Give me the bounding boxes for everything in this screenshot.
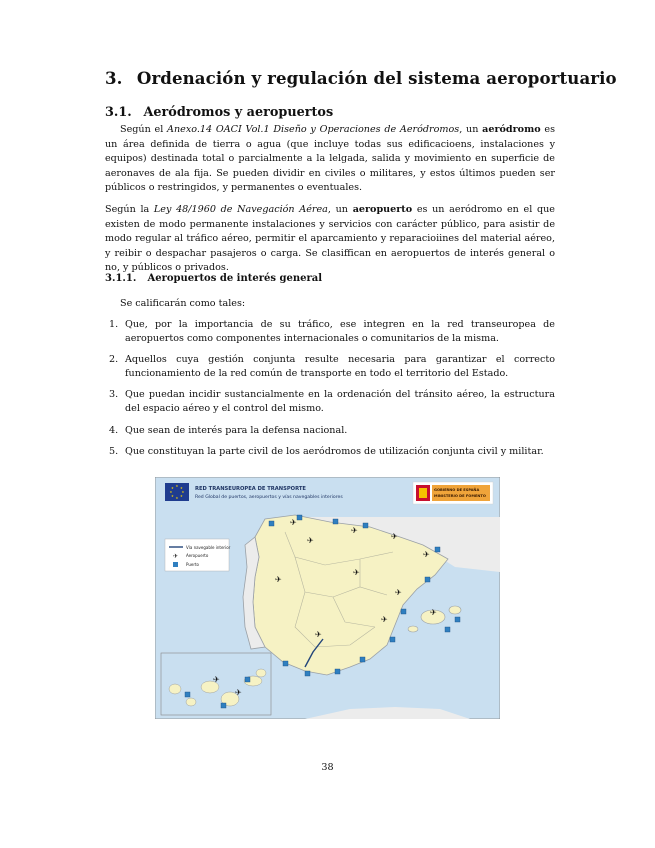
map-header-subtitle: Red Global de puertos, aeropuertos y vías navegables interiores — [195, 495, 343, 500]
airport-icon: ✈ — [235, 688, 242, 697]
subsection-title-text: Aeródromos y aeropuertos — [143, 105, 334, 120]
paragraph-aeropuerto — [105, 203, 555, 276]
port-icon — [425, 577, 430, 582]
svg-text:★: ★ — [175, 484, 179, 488]
p2-text-3: es un aeródromo en el que existen de modo permanente instalaciones y servicios con carácter público, para asistir de modo regular al tráfico aéreo, permitir el aparcamiento y reparacioiines del material aéreo, y reibir o despachar pasajeros o carga. Se clasiffican en aeropuertos de interés general o no, y públicos o privados. — [105, 204, 555, 274]
port-icon — [335, 669, 340, 674]
airport-icon: ✈ — [353, 568, 360, 577]
port-icon — [401, 609, 406, 614]
airport-icon: ✈ — [351, 526, 358, 535]
legend-waterway-label: Vía navegable interior — [186, 545, 231, 550]
subsubsection-title-text: Aeropuertos de interés general — [147, 273, 323, 284]
subsection-heading — [105, 105, 333, 120]
legend-port-label: Puerto — [186, 562, 199, 567]
svg-text:★: ★ — [171, 494, 174, 498]
airport-icon: ✈ — [290, 518, 297, 527]
port-icon — [333, 519, 338, 524]
port-icon — [363, 523, 368, 528]
legend-airport-icon: ✈ — [173, 553, 179, 560]
port-icon — [455, 617, 460, 622]
airport-icon: ✈ — [391, 532, 398, 541]
paragraph-aerodromo — [105, 123, 555, 196]
section-heading — [105, 68, 617, 88]
list-item-text: Que, por la importancia de su tráfico, ese integren en la red transeuropea de aeropuertos como componentes internacionales o comunitarios de la misma. — [125, 319, 555, 344]
list-intro: Se calificarán como tales: — [120, 298, 246, 309]
airport-icon: ✈ — [307, 536, 314, 545]
airport-icon: ✈ — [395, 588, 402, 597]
svg-text:★: ★ — [171, 486, 174, 490]
list-item — [105, 424, 555, 438]
port-icon — [185, 692, 190, 697]
svg-text:★: ★ — [180, 494, 183, 498]
list-item-text: Que sean de interés para la defensa nacional. — [125, 424, 348, 436]
port-icon — [435, 547, 440, 552]
svg-text:★: ★ — [169, 490, 173, 494]
airport-icon: ✈ — [213, 675, 220, 684]
airport-icon: ✈ — [315, 630, 322, 639]
list-item-number: 3. — [109, 389, 119, 401]
p2-reference-ley: Ley 48/1960 de Navegación Aérea — [153, 204, 328, 215]
subsection-number: 3.1. — [105, 105, 132, 120]
page-number: 38 — [321, 762, 334, 773]
tent-map-svg — [155, 477, 500, 719]
legend-airport-label: Aeropuerto — [186, 553, 209, 558]
p1-term-aerodromo: aeródromo — [482, 124, 541, 135]
subsubsection-number: 3.1.1. — [105, 273, 137, 284]
p2-term-aeropuerto: aeropuerto — [352, 204, 413, 215]
section-number: 3. — [105, 68, 123, 88]
spain-coat-of-arms-detail-icon — [419, 488, 427, 498]
gov-label-gobierno: GOBIERNO DE ESPAÑA — [434, 488, 480, 492]
tent-map-figure — [155, 477, 500, 719]
port-icon — [297, 515, 302, 520]
gov-label-ministerio: MINISTERIO DE FOMENTO — [434, 494, 486, 498]
port-icon — [305, 671, 310, 676]
list-item — [105, 318, 555, 345]
svg-text:★: ★ — [175, 496, 179, 500]
subsubsection-heading — [105, 273, 322, 284]
map-header-title: RED TRANSEUROPEA DE TRANSPORTE — [195, 486, 306, 492]
airport-icon: ✈ — [381, 615, 388, 624]
p1-text-2: , un — [459, 124, 483, 135]
list-item — [105, 353, 555, 380]
p1-text-3: es un área definida de tierra o agua (que incluye todas sus edificacioens, instalaciones y equipos) destinada total o parcialmente a la lelgada, salida y movimiento en superficie de aeronaves de ala fija. Se pueden dividir en civiles o militares, y estos últimos pueden ser públicos o restringidos, y permanentes o eventuales. — [105, 124, 556, 194]
airport-icon: ✈ — [423, 550, 430, 559]
list-item-number: 2. — [109, 354, 119, 366]
port-icon — [445, 627, 450, 632]
p2-text-2: , un — [327, 204, 353, 215]
legend-port-icon — [173, 562, 178, 567]
svg-text:★: ★ — [181, 490, 185, 494]
port-icon — [245, 677, 250, 682]
list-item-text: Que puedan incidir sustancialmente en la ordenación del tránsito aéreo, la estructura del espacio aéreo y el control del mismo. — [125, 389, 555, 414]
list-item — [105, 388, 555, 415]
section-title-text: Ordenación y regulación del sistema aeroportuario — [136, 68, 617, 88]
list-item-number: 4. — [109, 424, 119, 436]
port-icon — [269, 521, 274, 526]
p1-reference-anexo14: Anexo.14 OACI Vol.1 Diseño y Operaciones de Aeródromos — [167, 124, 460, 135]
p2-text-1: Según la — [105, 204, 154, 215]
p1-text-1: Según el — [120, 124, 168, 135]
list-item-text: Que constituyan la parte civil de los aeródromos de utilización conjunta civil y militar. — [125, 446, 544, 458]
list-item — [105, 445, 555, 459]
port-icon — [283, 661, 288, 666]
criteria-list — [105, 318, 555, 467]
list-item-number: 1. — [109, 319, 119, 330]
airport-icon: ✈ — [275, 575, 282, 584]
list-item-number: 5. — [109, 446, 119, 458]
port-icon — [390, 637, 395, 642]
svg-text:★: ★ — [180, 486, 183, 490]
port-icon — [221, 703, 226, 708]
list-item-text: Aquellos cuya gestión conjunta resulte necesaria para garantizar el correcto funcionamiento de la red común de transporte en todo el territorio del Estado. — [125, 354, 555, 379]
airport-icon: ✈ — [430, 608, 437, 617]
port-icon — [360, 657, 365, 662]
